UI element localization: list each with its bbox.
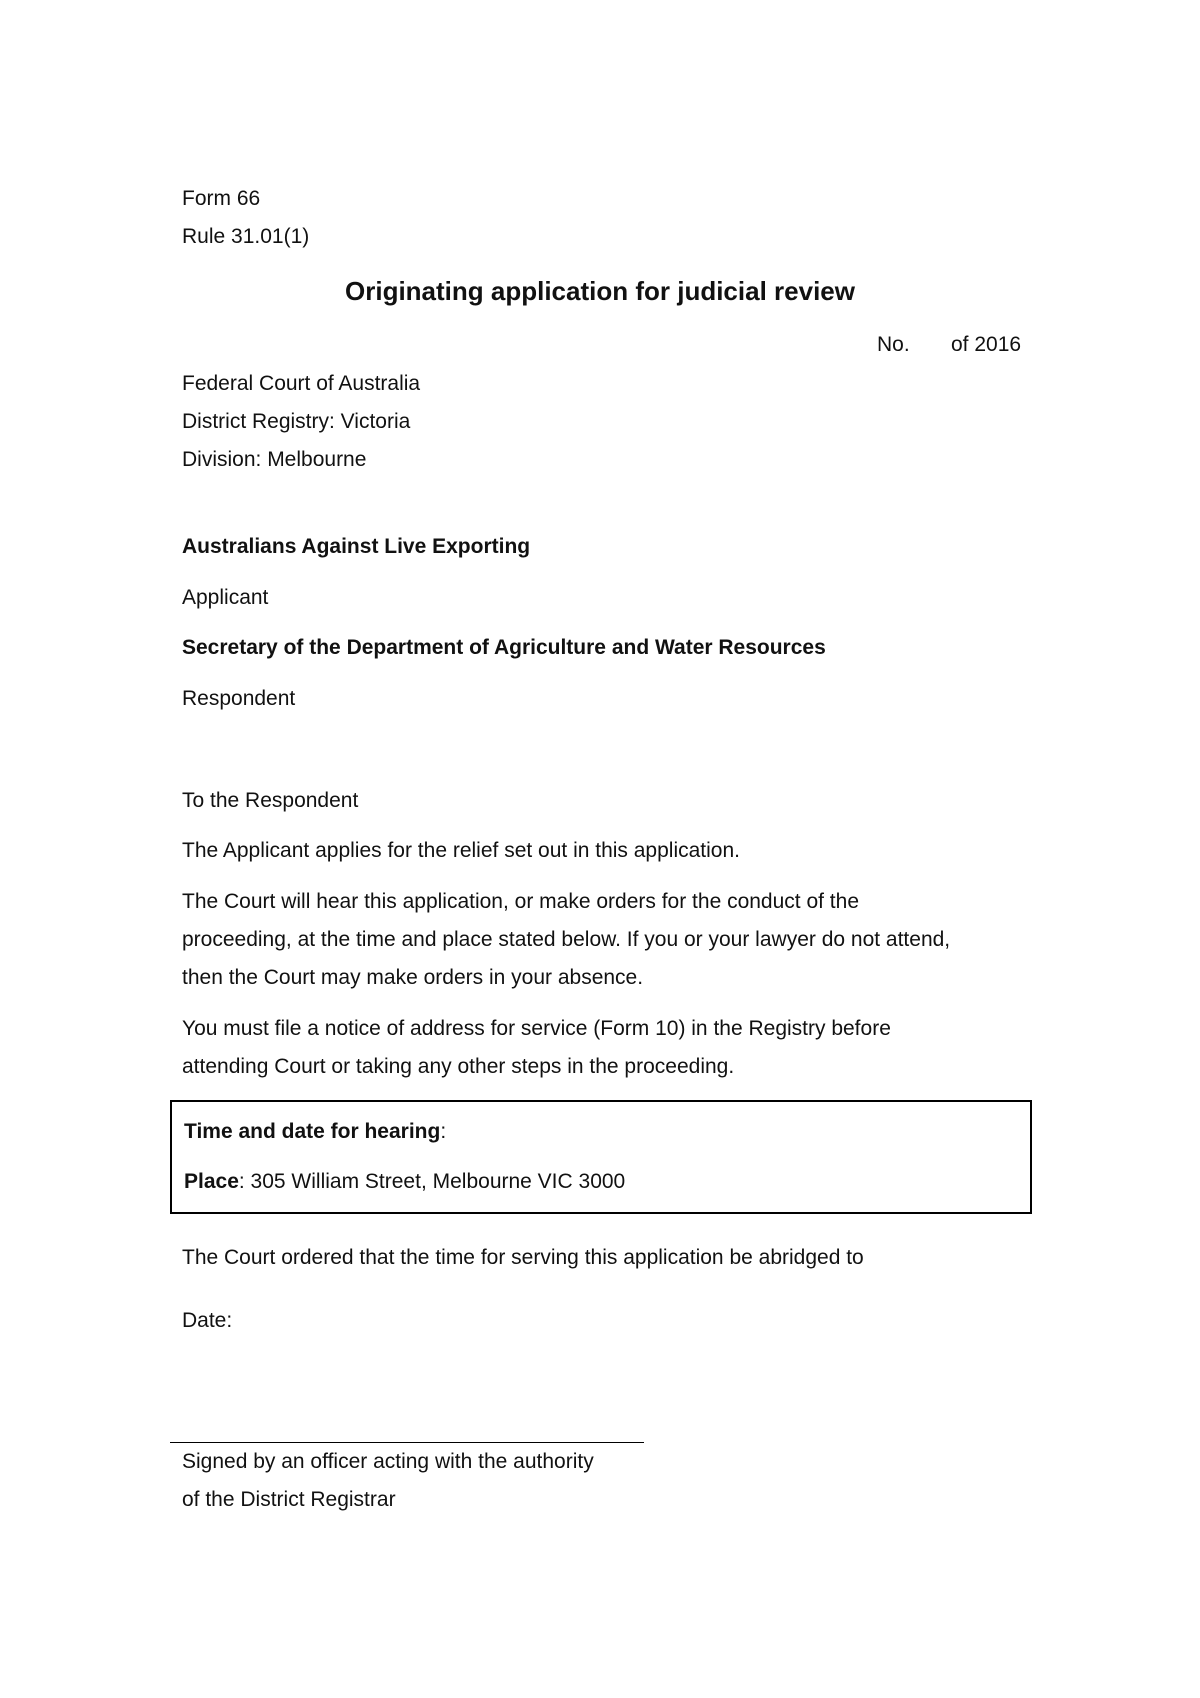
hearing-place-value: : 305 William Street, Melbourne VIC 3000 [238, 1170, 626, 1193]
document-title: Originating application for judicial review [345, 276, 855, 306]
court-division: Division: Melbourne [182, 448, 367, 471]
hearing-time-label: Time and date for hearing [184, 1120, 441, 1143]
applicant-name: Australians Against Live Exporting [182, 535, 531, 558]
date-label: Date: [182, 1309, 233, 1332]
notice-address-line: attending Court or taking any other steps in the proceeding. [182, 1055, 735, 1078]
signature-caption-line: Signed by an officer acting with the authority [182, 1450, 594, 1473]
respondent-role: Respondent [182, 687, 296, 710]
rule-reference: Rule 31.01(1) [182, 225, 310, 248]
proceeding-no-label: No. [877, 333, 910, 356]
notice-hearing-line: then the Court may make orders in your absence. [182, 966, 644, 989]
hearing-time-row [184, 1121, 446, 1142]
notice-address-line: You must file a notice of address for service (Form 10) in the Registry before [182, 1017, 891, 1040]
notice-hearing-line: The Court will hear this application, or make orders for the conduct of the [182, 890, 860, 913]
notice-addressee: To the Respondent [182, 789, 359, 812]
proceeding-year: of 2016 [951, 333, 1022, 356]
notice-hearing-line: proceeding, at the time and place stated below. If you or your lawyer do not attend, [182, 928, 951, 951]
court-registry: District Registry: Victoria [182, 410, 411, 433]
signature-line [170, 1442, 644, 1443]
court-name: Federal Court of Australia [182, 372, 421, 395]
notice-relief: The Applicant applies for the relief set out in this application. [182, 839, 740, 862]
abridged-notice: The Court ordered that the time for serving this application be abridged to [182, 1246, 864, 1269]
respondent-name: Secretary of the Department of Agriculture and Water Resources [182, 636, 826, 659]
hearing-place-label: Place [184, 1170, 239, 1193]
hearing-place-row [184, 1171, 625, 1192]
signature-caption-line: of the District Registrar [182, 1488, 396, 1511]
applicant-role: Applicant [182, 586, 269, 609]
hearing-time-colon: : [440, 1120, 447, 1143]
form-number: Form 66 [182, 187, 261, 210]
hearing-details-box [170, 1100, 1032, 1214]
